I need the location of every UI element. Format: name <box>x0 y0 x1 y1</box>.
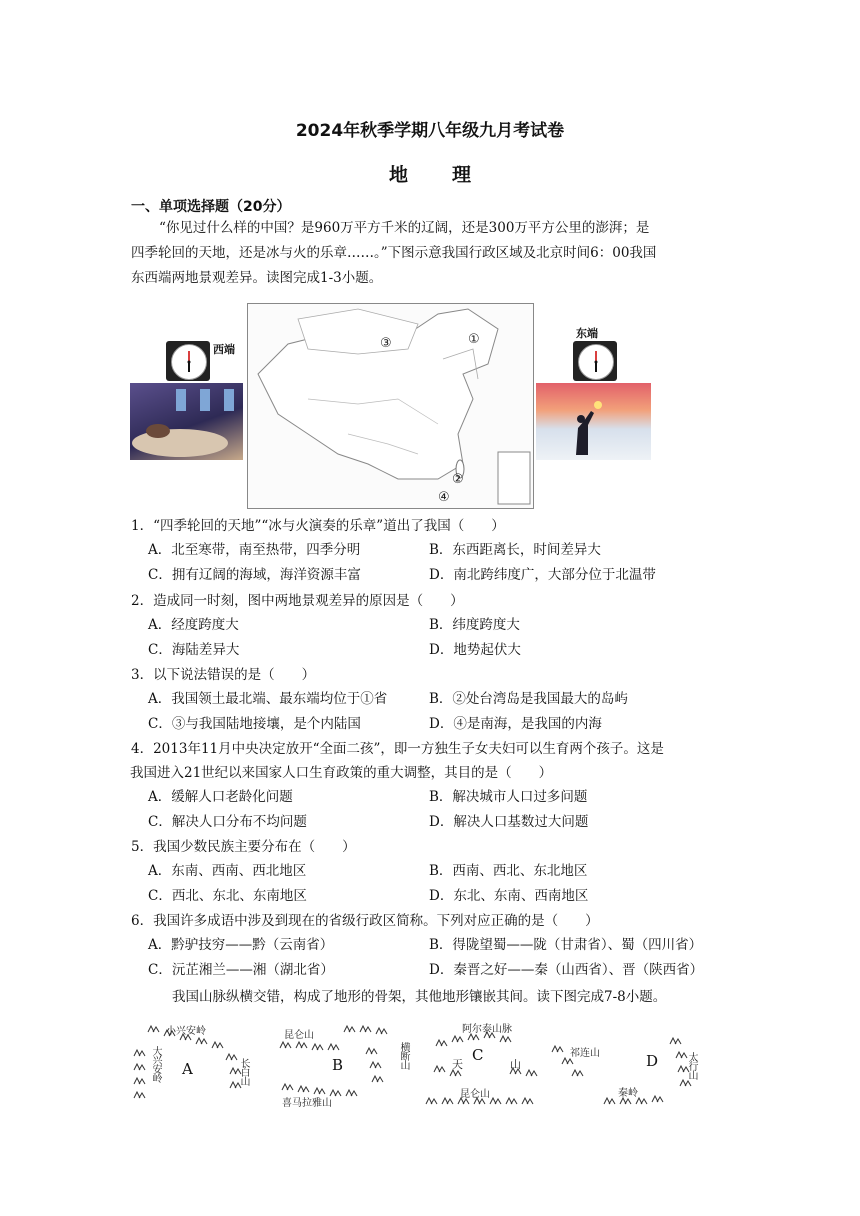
mountain-label: 太行山 <box>686 1052 697 1079</box>
question-stem: 4．2013年11月中央决定放开“全面二孩”，即一方独生子女夫妇可以生育两个孩子。这是 <box>131 741 664 757</box>
mountain-label: 阿尔泰山脉 <box>462 1024 512 1035</box>
question-4 <box>131 737 751 835</box>
question-stem: 2．造成同一时刻，图中两地景观差异的原因是（ ） <box>131 593 464 609</box>
option-d[interactable]: D．④是南海，是我国的内海 <box>429 716 602 732</box>
section-intro <box>131 216 743 291</box>
exam-title: 2024年秋季学期八年级九月考试卷 <box>295 121 565 141</box>
option-a[interactable]: A．我国领土最北端、最东端均位于①省 <box>148 691 388 707</box>
mountain-label: 天 <box>452 1058 463 1071</box>
option-a[interactable]: A．经度跨度大 <box>148 617 239 633</box>
option-a[interactable]: A．缓解人口老龄化问题 <box>148 789 293 805</box>
question-5 <box>131 835 751 909</box>
mountain-label: 大兴安岭 <box>150 1046 161 1082</box>
mountain-label: 山 <box>510 1058 521 1071</box>
intro-line: 四季轮回的天地，还是冰与火的乐章……。”下图示意我国行政区域及北京时间6：00我国 <box>131 245 657 261</box>
option-b[interactable]: B．得陇望蜀——陇（甘肃省）、蜀（四川省） <box>429 937 703 953</box>
section-heading: 一、单项选择题（20分） <box>131 199 291 215</box>
option-c[interactable]: C．西北、东北、东南地区 <box>148 888 307 904</box>
option-d[interactable]: D．地势起伏大 <box>429 642 521 658</box>
china-map <box>247 303 534 509</box>
question-6 <box>131 909 751 983</box>
question-2 <box>131 589 751 663</box>
subject-title: 地理 <box>388 164 515 186</box>
map-mark-1: ① <box>468 332 480 347</box>
mountain-label: 长白山 <box>238 1058 249 1085</box>
map-mark-4: ④ <box>438 490 450 505</box>
figure-mountain-ranges <box>130 1018 720 1110</box>
option-d[interactable]: D．南北跨纬度广，大部分位于北温带 <box>429 567 656 583</box>
west-label: 西端 <box>213 343 235 356</box>
east-label: 东端 <box>576 327 598 340</box>
intro-line: 东西端两地景观差异。读图完成1-3小题。 <box>131 270 383 286</box>
question-stem: 我国进入21世纪以来国家人口生育政策的重大调整，其目的是（ ） <box>130 765 553 781</box>
photo-sleeping-person <box>130 383 243 460</box>
option-c[interactable]: C．拥有辽阔的海域，海洋资源丰富 <box>148 567 361 583</box>
figure-china-map <box>129 303 653 507</box>
option-a[interactable]: A．北至寒带，南至热带，四季分明 <box>148 542 361 558</box>
option-c[interactable]: C．解决人口分布不均问题 <box>148 814 307 830</box>
mountain-label: 小兴安岭 <box>166 1026 206 1037</box>
option-b[interactable]: B．西南、西北、东北地区 <box>429 863 588 879</box>
panel-letter-a: A <box>182 1060 193 1078</box>
option-d[interactable]: D．解决人口基数过大问题 <box>429 814 589 830</box>
question-stem: 1．“四季轮回的天地”“冰与火演奏的乐章”道出了我国（ ） <box>131 518 505 534</box>
panel-letter-b: B <box>332 1056 344 1074</box>
mountain-label: 祁连山 <box>570 1048 600 1059</box>
option-d[interactable]: D．东北、东南、西南地区 <box>429 888 589 904</box>
panel-letter-c: C <box>472 1046 484 1064</box>
option-c[interactable]: C．沅芷湘兰——湘（湖北省） <box>148 962 334 978</box>
question-stem: 5．我国少数民族主要分布在（ ） <box>131 839 356 855</box>
intro-line: “你见过什么样的中国？是960万平方千米的辽阔，还是300万平方公里的澎湃；是 <box>159 220 650 236</box>
mountain-label: 昆仑山 <box>460 1089 490 1100</box>
option-c[interactable]: C．海陆差异大 <box>148 642 240 658</box>
mountain-label: 昆仑山 <box>284 1030 314 1041</box>
question-stem: 3．以下说法错误的是（ ） <box>131 667 316 683</box>
map-mark-2: ② <box>452 472 464 487</box>
option-c[interactable]: C．③与我国陆地接壤，是个内陆国 <box>148 716 361 732</box>
map-mark-3: ③ <box>380 336 392 351</box>
option-b[interactable]: B．②处台湾岛是我国最大的岛屿 <box>429 691 628 707</box>
question-1 <box>131 514 751 588</box>
clock-icon-east <box>573 341 617 381</box>
option-a[interactable]: A．东南、西南、西北地区 <box>148 863 307 879</box>
question-3 <box>131 663 751 737</box>
section-intro-7-8: 我国山脉纵横交错，构成了地形的骨架，其他地形镶嵌其间。读下图完成7-8小题。 <box>172 989 667 1005</box>
panel-letter-d: D <box>646 1052 659 1070</box>
option-a[interactable]: A．黔驴技穷——黔（云南省） <box>148 937 334 953</box>
clock-icon-west <box>166 341 210 381</box>
option-d[interactable]: D．秦晋之好——秦（山西省）、晋（陕西省） <box>429 962 704 978</box>
photo-sunrise-snow <box>536 383 651 460</box>
question-stem: 6．我国许多成语中涉及到现在的省级行政区简称。下列对应正确的是（ ） <box>131 913 599 929</box>
mountain-label: 喜马拉雅山 <box>282 1098 332 1109</box>
option-b[interactable]: B．纬度跨度大 <box>429 617 520 633</box>
option-b[interactable]: B．解决城市人口过多问题 <box>429 789 588 805</box>
option-b[interactable]: B．东西距离长，时间差异大 <box>429 542 601 558</box>
mountain-label: 秦岭 <box>618 1088 638 1099</box>
mountain-label: 横断山 <box>398 1042 409 1069</box>
